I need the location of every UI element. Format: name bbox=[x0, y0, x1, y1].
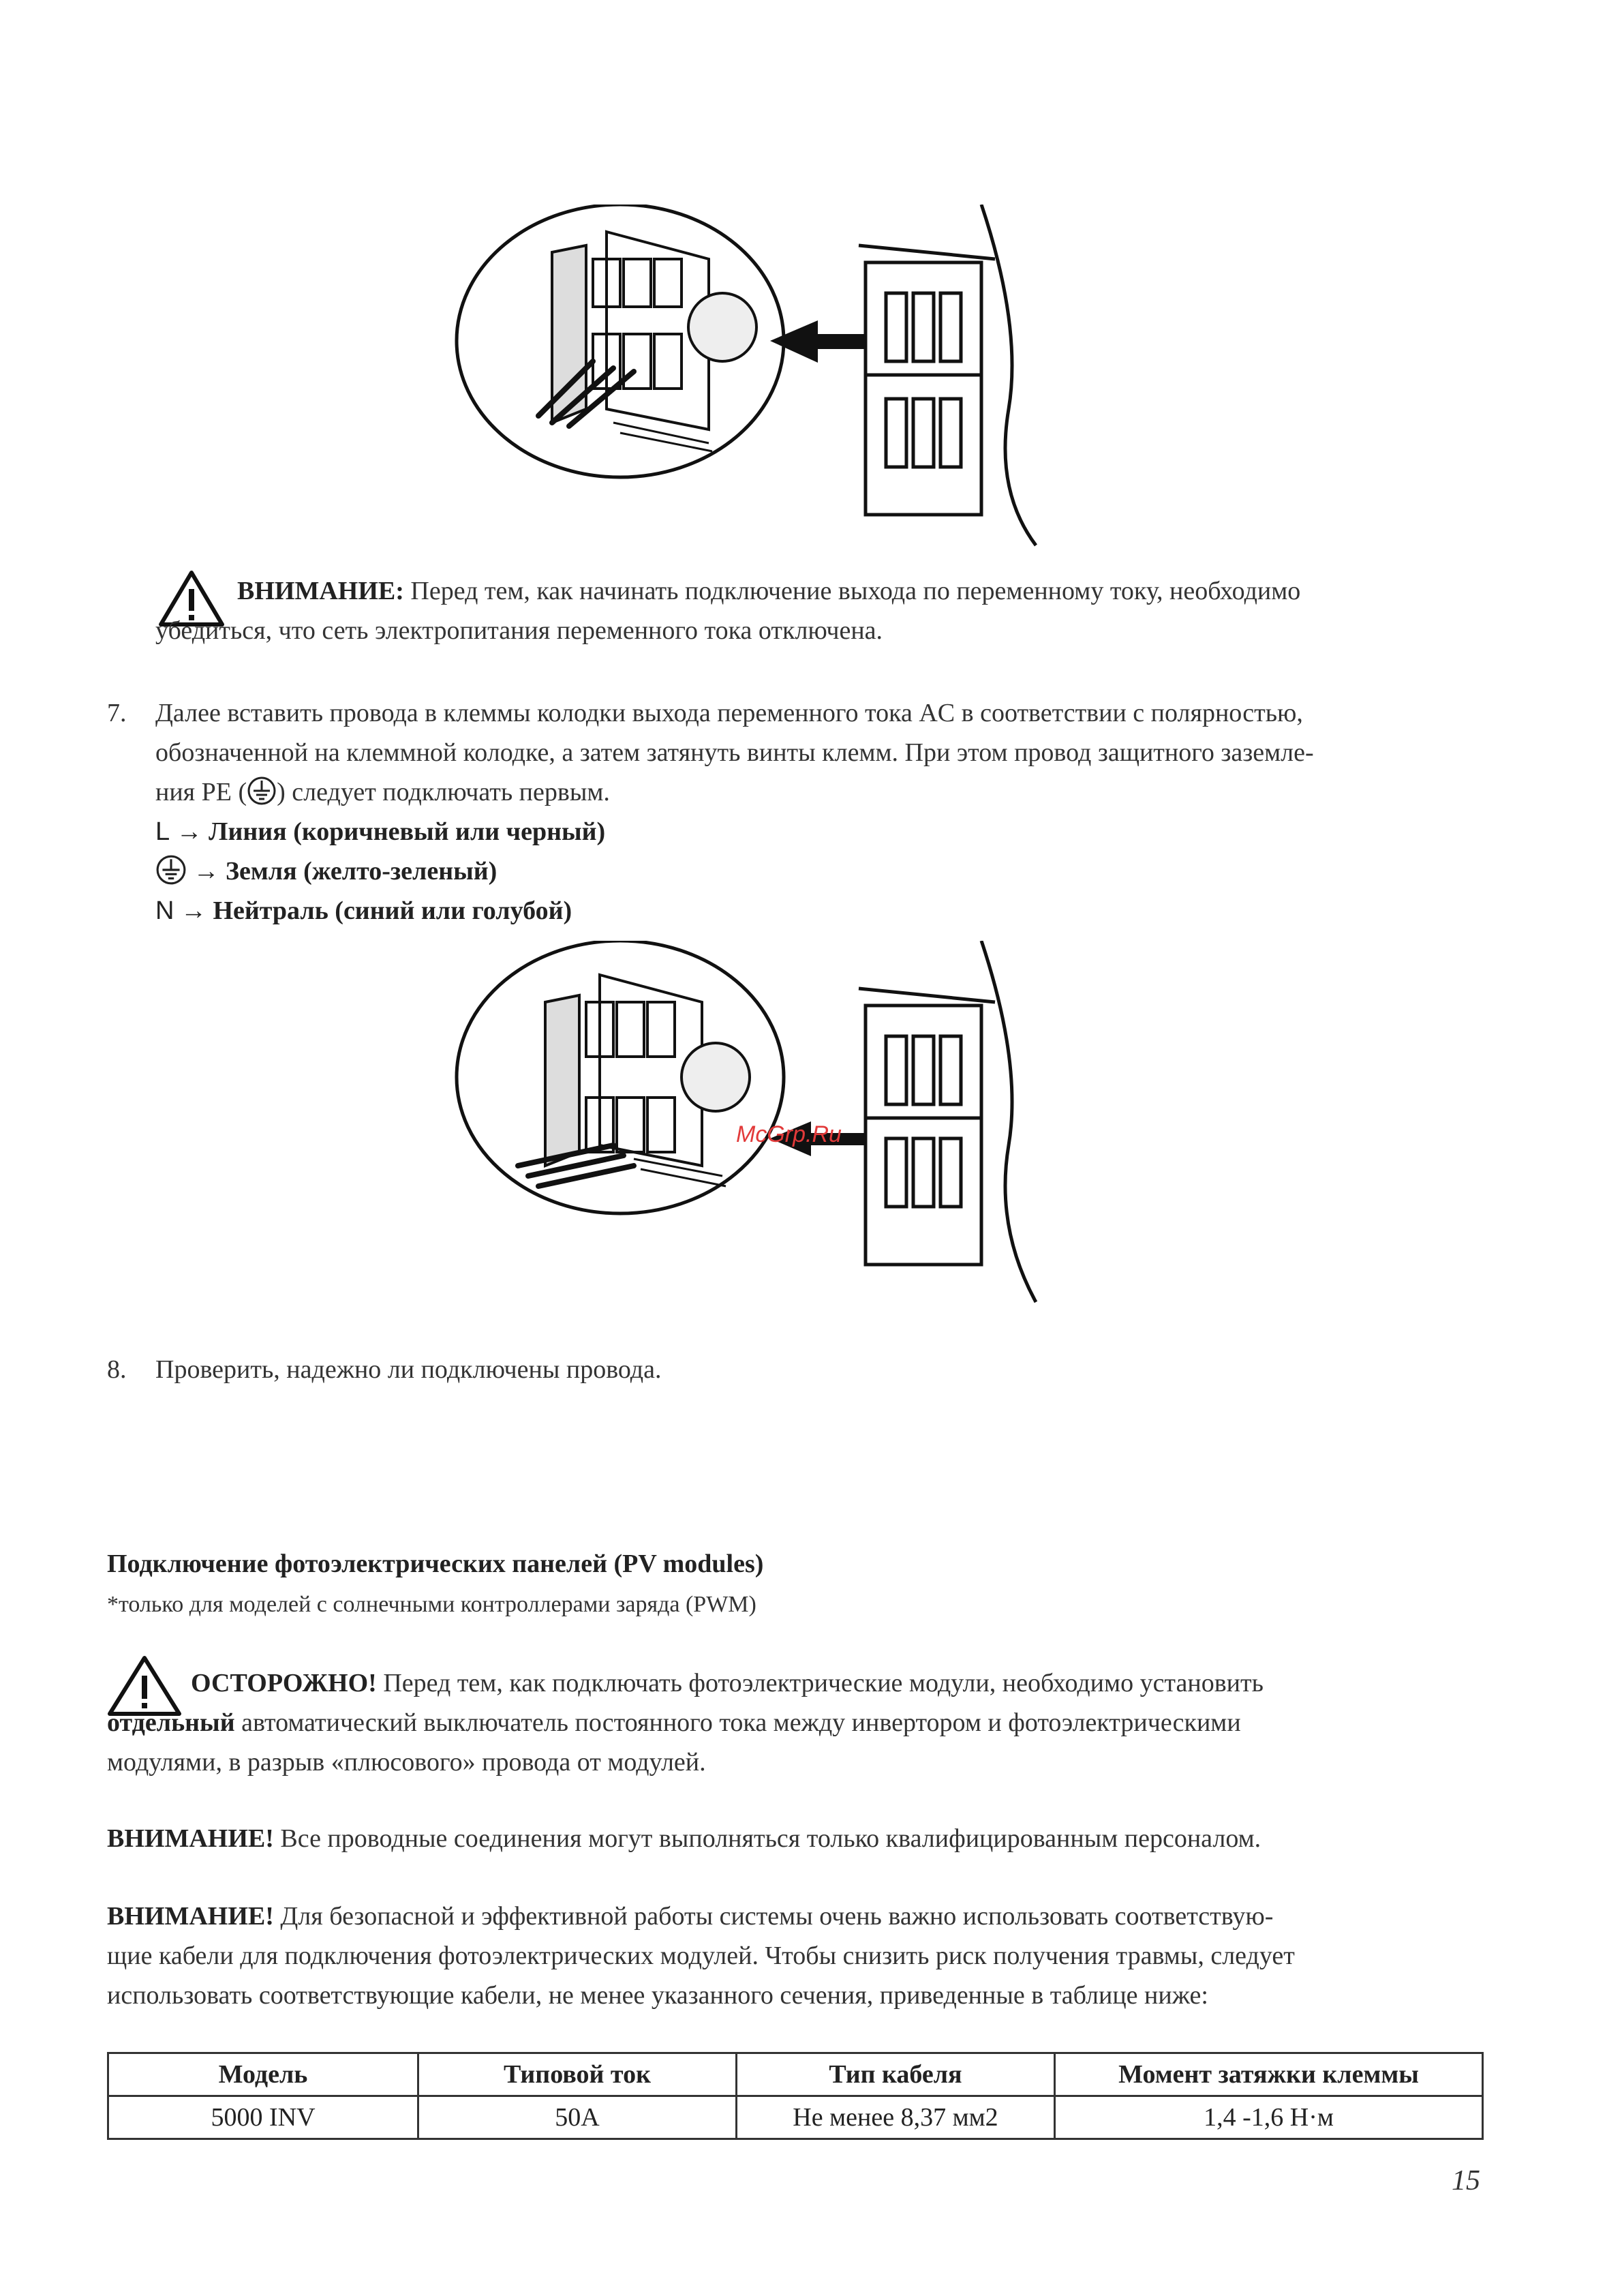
wire-l-text: → Линия (коричневый или черный) bbox=[170, 817, 606, 846]
attention-1 bbox=[107, 1819, 1261, 1858]
step-7-line-3b: ) следует подключать первым. bbox=[277, 778, 610, 806]
warning-1-line-2: убедиться, что сеть электропитания переменного тока отключена. bbox=[155, 616, 883, 645]
wire-n-symbol: N bbox=[155, 896, 174, 925]
caution-line-3: модулями, в разрыв «плюсового» провода от модулей. bbox=[107, 1748, 706, 1777]
caution-line-1 bbox=[191, 1663, 1264, 1703]
caution-bold-word: отдельный bbox=[107, 1708, 235, 1737]
step-8-text: Проверить, надежно ли подключены провода. bbox=[155, 1355, 662, 1384]
caution-line-2 bbox=[107, 1703, 1241, 1742]
table-cell-current: 50A bbox=[418, 2096, 737, 2139]
cable-spec-table bbox=[107, 2052, 1484, 2140]
table-cell-torque: 1,4 -1,6 Н·м bbox=[1055, 2096, 1483, 2139]
terminal-diagram-ac-output-open bbox=[450, 205, 1131, 552]
table-cell-model: 5000 INV bbox=[108, 2096, 418, 2139]
wire-n-text: → Нейтраль (синий или голубой) bbox=[174, 896, 572, 925]
caution-text-2: автоматический выключатель постоянного тока между инвертором и фотоэлектрическими bbox=[234, 1708, 1241, 1737]
step-7-line-2: обозначенной на клеммной колодке, а затем затянуть винты клемм. При этом провод защитного заземле- bbox=[155, 738, 1314, 767]
table-header-current: Типовой ток bbox=[418, 2053, 737, 2096]
step-7-line-1: Далее вставить провода в клеммы колодки выхода переменного тока AC в соответствии с полярностью, bbox=[155, 699, 1303, 727]
step-7-line-3 bbox=[155, 772, 610, 812]
warning-1-text-1: Перед тем, как начинать подключение выхода по переменному току, необходимо bbox=[403, 577, 1301, 605]
attention-2-line-3: использовать соответствующие кабели, не менее указанного сечения, приведенные в таблице ниже: bbox=[107, 1981, 1208, 2010]
pv-heading: Подключение фотоэлектрических панелей (PV modules) bbox=[107, 1550, 764, 1578]
table-header-model: Модель bbox=[108, 2053, 418, 2096]
attention-1-text: Все проводные соединения могут выполняться только квалифицированным персоналом. bbox=[273, 1824, 1261, 1853]
attention-2-text-1: Для безопасной и эффективной работы системы очень важно использовать соответствую- bbox=[273, 1902, 1274, 1931]
wire-line-n bbox=[155, 891, 572, 931]
ground-icon bbox=[155, 854, 187, 886]
step-8-number: 8. bbox=[107, 1355, 127, 1384]
table-row bbox=[108, 2096, 1483, 2139]
attention-1-label: ВНИМАНИЕ! bbox=[107, 1824, 274, 1853]
wire-pe-text: → Земля (желто-зеленый) bbox=[187, 857, 498, 886]
ground-icon bbox=[247, 776, 277, 806]
table-cell-cable: Не менее 8,37 мм2 bbox=[737, 2096, 1055, 2139]
page-number: 15 bbox=[1452, 2165, 1480, 2196]
attention-2-line-1 bbox=[107, 1897, 1273, 1936]
wire-l-symbol: L bbox=[155, 817, 170, 846]
caution-label: ОСТОРОЖНО! bbox=[191, 1669, 377, 1697]
attention-2-line-2: щие кабели для подключения фотоэлектрических модулей. Чтобы снизить риск получения травмы, следует bbox=[107, 1942, 1295, 1970]
table-header-cable: Тип кабеля bbox=[737, 2053, 1055, 2096]
warning-1-label: ВНИМАНИЕ: bbox=[237, 577, 404, 605]
step-7-number: 7. bbox=[107, 699, 127, 727]
wire-line-l bbox=[155, 812, 605, 851]
watermark: McGrp.Ru bbox=[736, 1121, 842, 1147]
caution-text-1: Перед тем, как подключать фотоэлектрические модули, необходимо установить bbox=[376, 1669, 1264, 1697]
attention-2-label: ВНИМАНИЕ! bbox=[107, 1902, 274, 1931]
table-header-row bbox=[108, 2053, 1483, 2096]
pv-note: *только для моделей с солнечными контроллерами заряда (PWM) bbox=[107, 1592, 756, 1617]
wire-line-pe bbox=[155, 851, 497, 891]
warning-1-line-1 bbox=[237, 571, 1300, 611]
step-7-line-3a: ния PE ( bbox=[155, 778, 247, 806]
table-header-torque: Момент затяжки клеммы bbox=[1055, 2053, 1483, 2096]
